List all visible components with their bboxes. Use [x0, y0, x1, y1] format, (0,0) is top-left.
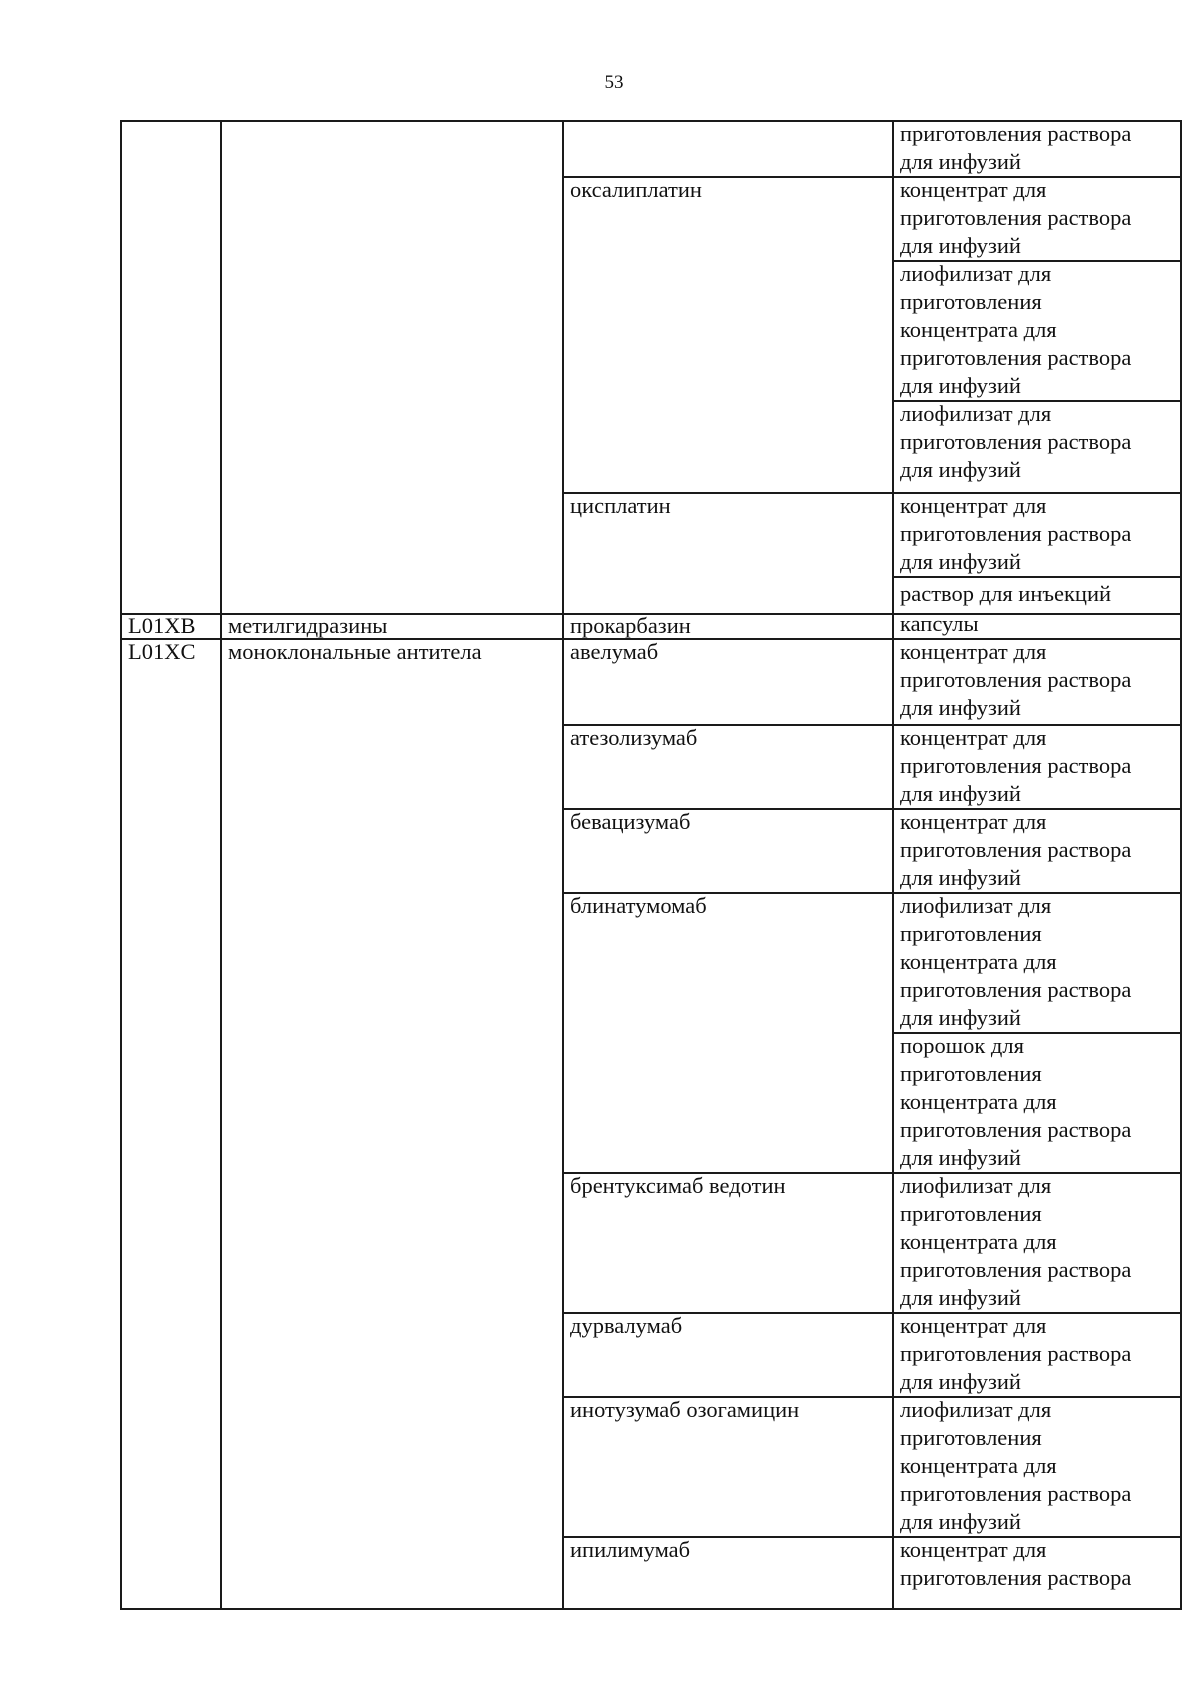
drug-name: ипилимумаб: [570, 1537, 691, 1562]
atc-group: метилгидразины: [228, 613, 388, 638]
table-border-right: [1180, 120, 1182, 1610]
dosage-form: концентрат для приготовления раствора для инфузий: [900, 493, 1132, 574]
dosage-form: лиофилизат для приготовления концентрата для приготовления раствора для инфузий: [900, 893, 1132, 1030]
atc-code: L01XB: [128, 613, 196, 638]
drug-name: авелумаб: [570, 639, 659, 664]
drug-name: оксалиплатин: [570, 177, 702, 202]
dosage-form: лиофилизат для приготовления концентрата для приготовления раствора для инфузий: [900, 261, 1132, 398]
column-divider-3: [892, 120, 894, 1610]
dosage-form: концентрат для приготовления раствора для инфузий: [900, 809, 1132, 890]
drug-name: брентуксимаб ведотин: [570, 1173, 786, 1198]
drug-name: блинатумомаб: [570, 893, 707, 918]
dosage-form: концентрат для приготовления раствора для инфузий: [900, 177, 1132, 258]
dosage-form: приготовления раствора для инфузий: [900, 121, 1132, 174]
drug-name: прокарбазин: [570, 613, 691, 638]
dosage-form: концентрат для приготовления раствора для инфузий: [900, 725, 1132, 806]
drug-name: инотузумаб озогамицин: [570, 1397, 800, 1422]
drug-name: дурвалумаб: [570, 1313, 683, 1338]
table-border-left: [120, 120, 122, 1610]
dosage-form: лиофилизат для приготовления концентрата для приготовления раствора для инфузий: [900, 1397, 1132, 1534]
dosage-form: лиофилизат для приготовления раствора для инфузий: [900, 401, 1132, 482]
drug-table: [120, 120, 1182, 1610]
column-divider-1: [220, 120, 222, 1610]
atc-code: L01XC: [128, 639, 196, 664]
dosage-form: лиофилизат для приготовления концентрата для приготовления раствора для инфузий: [900, 1173, 1132, 1310]
form-divider: [892, 576, 1182, 578]
dosage-form: порошок для приготовления концентрата для приготовления раствора для инфузий: [900, 1033, 1132, 1170]
drug-name: атезолизумаб: [570, 725, 698, 750]
dosage-form: концентрат для приготовления раствора для инфузий: [900, 639, 1132, 720]
drug-name: цисплатин: [570, 493, 671, 518]
dosage-form: концентрат для приготовления раствора для инфузий: [900, 1313, 1132, 1394]
dosage-form: капсулы: [900, 611, 979, 636]
table-border-bottom: [120, 1608, 1182, 1610]
dosage-form: концентрат для приготовления раствора: [900, 1537, 1132, 1590]
page-number: 53: [604, 72, 624, 93]
drug-name: бевацизумаб: [570, 809, 691, 834]
dosage-form: раствор для инъекций: [900, 581, 1112, 606]
atc-group: моноклональные антитела: [228, 639, 482, 664]
column-divider-2: [562, 120, 564, 1610]
